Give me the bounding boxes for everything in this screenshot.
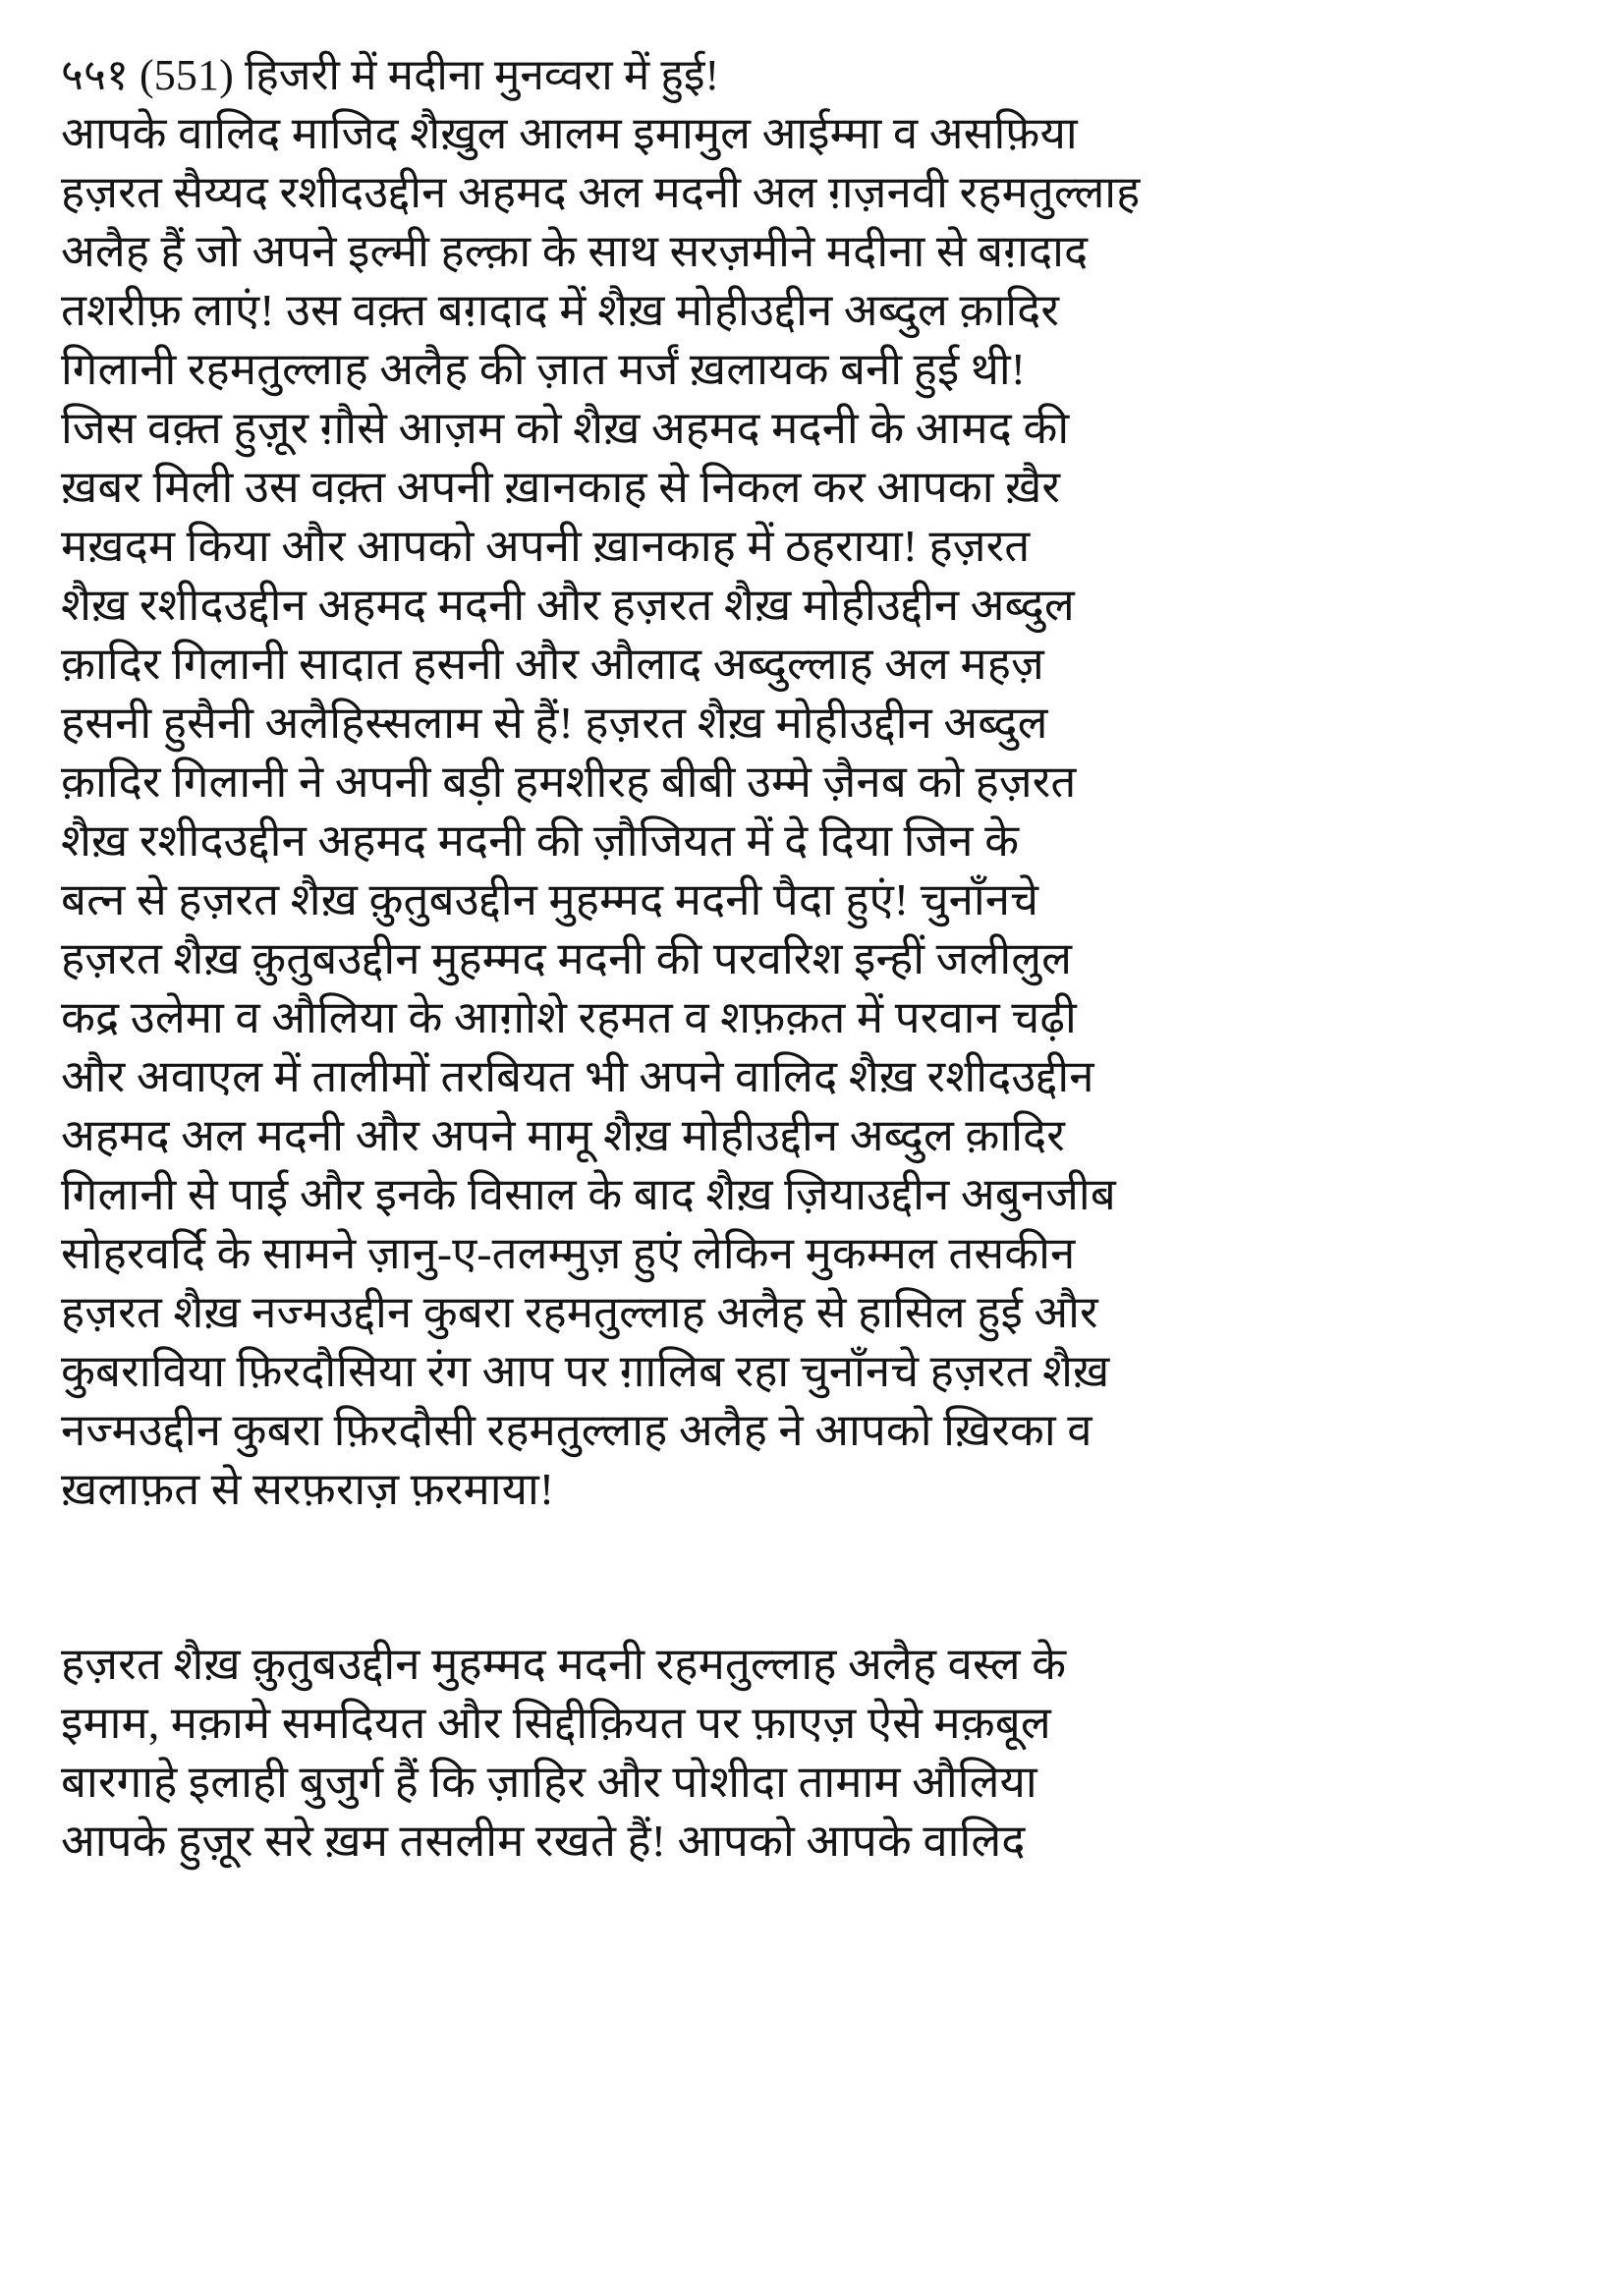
text-line: जिस वक़्त हुज़ूर ग़ौसे आज़म को शैख़ अहमद मदनी के आमद की [61,403,1070,453]
text-line: हज़रत सैय्यद रशीदउद्दीन अहमद अल मदनी अल ग़ज़नवी रहमतुल्लाह [61,167,1141,217]
text-line: हज़रत शैख़ नज्मउद्दीन कुबरा रहमतुल्लाह अलैह से हासिल हुई और [61,1287,1098,1337]
text-line: हसनी हुसैनी अलैहिस्सलाम से हैं! हज़रत शैख़ मोहीउद्दीन अब्दुल [61,698,1048,748]
paragraph-spacer [61,1519,1481,1635]
document-text-block [61,47,1481,1871]
text-line: क़ादिर गिलानी सादात हसनी और औलाद अब्दुल्लाह अल महज़ [61,639,1044,689]
text-line: और अवाएल में तालीमों तरबियत भी अपने वालिद शैख़ रशीदउद्दीन [61,1051,1094,1101]
paragraph-2 [61,1635,1481,1871]
text-line: गिलानी रहमतुल्लाह अलैह की ज़ात मर्जं ख़लायक बनी हुई थी! [61,344,1027,394]
text-line: नज्मउद्दीन कुबरा फ़िरदौसी रहमतुल्लाह अलैह ने आपको ख़िरका व [61,1405,1092,1455]
text-line: बत्न से हज़रत शैख़ क़ुतुबउद्दीन मुहम्मद मदनी पैदा हुएं! चुनाँनचे [61,874,1039,924]
text-line: क़ादिर गिलानी ने अपनी बड़ी हमशीरह बीबी उम्मे ज़ैनब को हज़रत [61,756,1077,807]
text-line: ५५१ (551) हिजरी में मदीना मुनव्वरा में हुई! [61,51,720,99]
text-line: हज़रत शैख़ क़ुतुबउद्दीन मुहम्मद मदनी की परवरिश इन्हीं जलीलुल [61,933,1073,983]
text-line: हज़रत शैख़ क़ुतुबउद्दीन मुहम्मद मदनी रहमतुल्लाह अलैह वस्ल के [61,1639,1067,1689]
paragraph-1 [61,47,1481,1519]
text-line: सोहरवर्दि के सामने ज़ानु-ए-तलम्मुज़ हुएं लेकिन मुकम्मल तसकीन [61,1228,1076,1278]
text-line: बारगाहे इलाही बुजुर्ग हैं कि ज़ाहिर और पोशीदा तामाम औलिया [61,1757,1037,1807]
text-line: आपके हुज़ूर सरे ख़म तसलीम रखते हैं! आपको आपके वालिद [61,1816,1026,1866]
text-line: तशरीफ़ लाएं! उस वक़्त बग़दाद में शैख़ मोहीउद्दीन अब्दुल क़ादिर [61,285,1060,335]
text-line: शैख़ रशीदउद्दीन अहमद मदनी की ज़ौजियत में दे दिया जिन के [61,815,1020,866]
text-line: मख़दम किया और आपको अपनी ख़ानकाह में ठहराया! हज़रत [61,521,1031,571]
text-line: इमाम, मक़ामे समदियत और सिद्दीक़ियत पर फ़ाएज़ ऐसे मक़बूल [61,1698,1051,1748]
text-line: ख़बर मिली उस वक़्त अपनी ख़ानकाह से निकल कर आपका ख़ैर [61,462,1061,512]
text-line: शैख़ रशीदउद्दीन अहमद मदनी और हज़रत शैख़ मोहीउद्दीन अब्दुल [61,580,1075,630]
text-line: अलैह हैं जो अपने इल्मी हल्क़ा के साथ सरज़मीने मदीना से बग़दाद [61,226,1089,276]
text-line: कद्र उलेमा व औलिया के आग़ोशे रहमत व शफ़क़त में परवान चढ़ी [61,992,1077,1042]
text-line: गिलानी से पाई और इनके विसाल के बाद शैख़ ज़ियाउद्दीन अबुनजीब [61,1169,1116,1219]
text-line: आपके वालिद माजिद शैख़ुल आलम इमामुल आईम्मा व असफ़िया [61,108,1078,158]
text-line: कुबराविया फ़िरदौसिया रंग आप पर ग़ालिब रहा चुनाँनचे हज़रत शैख़ [61,1346,1110,1396]
text-line: अहमद अल मदनी और अपने मामू शैख़ मोहीउद्दीन अब्दुल क़ादिर [61,1110,1065,1160]
text-line: ख़लाफ़त से सरफ़राज़ फ़रमाया! [61,1464,555,1514]
